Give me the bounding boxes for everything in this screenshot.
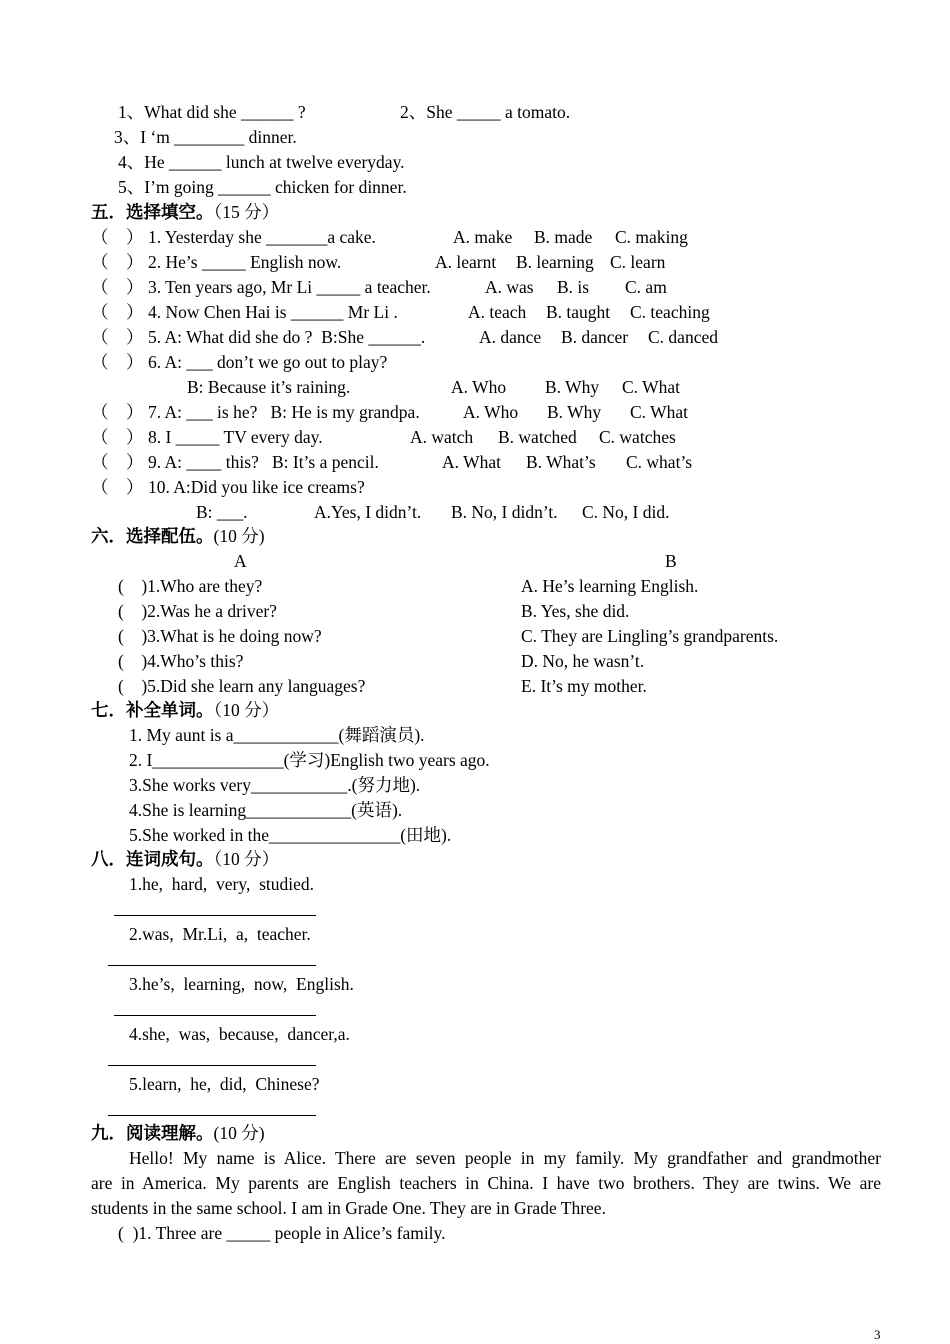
- s5-option-a: A. make: [453, 227, 513, 247]
- s5-option-b: B. watched: [498, 427, 577, 447]
- sentence-item: 2.was, Mr.Li, a, teacher.: [129, 924, 311, 944]
- sentence-item: 4.she, was, because, dancer,a.: [129, 1024, 350, 1044]
- s5-paren: （ ）: [91, 352, 144, 372]
- answer-line: [108, 1065, 316, 1066]
- word-fill-item: 2. I_______________(学习)English two years ago.: [129, 750, 490, 770]
- s5-option-c: C. learn: [610, 252, 666, 272]
- s5-question: 6. A: ___ don’t we go out to play?: [148, 352, 388, 372]
- section7-heading: [91, 699, 279, 721]
- s5-option-c: C. What: [630, 402, 689, 422]
- s5-option-b: B. No, I didn’t.: [451, 502, 558, 522]
- section7-title: 七．补全单词。: [91, 700, 214, 720]
- section6-score: (10 分): [213, 526, 265, 546]
- section9-score: (10 分): [213, 1123, 265, 1143]
- s5-option-c: C. making: [615, 227, 688, 247]
- s5-option-c: C. teaching: [630, 302, 710, 322]
- s5-option-b: B. Why: [547, 402, 602, 422]
- section8-score: （10 分）: [213, 849, 280, 869]
- match-question: ( )2.Was he a driver?: [118, 601, 277, 621]
- s5-option-c: C. danced: [648, 327, 718, 347]
- reading-question: ( )1. Three are _____ people in Alice’s family.: [118, 1223, 446, 1243]
- word-fill-item: 3.She works very___________.(努力地).: [129, 775, 421, 795]
- s5-option-c: C. am: [625, 277, 667, 297]
- s5-question: 5. A: What did she do ? B:She ______.: [148, 327, 426, 347]
- s5-option-b: B. learning: [516, 252, 594, 272]
- reading-passage-line2: are in America. My parents are English teachers in China. I have two brothers. They are twins. We are: [91, 1173, 881, 1193]
- match-answer: C. They are Lingling’s grandparents.: [521, 626, 779, 646]
- word-fill-item: 4.She is learning____________(英语).: [129, 800, 403, 820]
- s5-option-c: C. What: [622, 377, 681, 397]
- match-question: ( )3.What is he doing now?: [118, 626, 322, 646]
- s4-q4: 4、He ______ lunch at twelve everyday.: [118, 152, 405, 172]
- s5-paren: （ ）: [91, 252, 144, 272]
- s5-question: 8. I _____ TV every day.: [148, 427, 323, 447]
- match-answer: A. He’s learning English.: [521, 576, 699, 596]
- section9-heading: [91, 1122, 265, 1144]
- s5-question: 4. Now Chen Hai is ______ Mr Li .: [148, 302, 398, 322]
- answer-line: [114, 1015, 316, 1016]
- match-question: ( )1.Who are they?: [118, 576, 263, 596]
- match-question: ( )5.Did she learn any languages?: [118, 676, 366, 696]
- s5-option-c: C. watches: [599, 427, 676, 447]
- s5-question: 1. Yesterday she _______a cake.: [148, 227, 376, 247]
- answer-line: [114, 915, 316, 916]
- match-answer: E. It’s my mother.: [521, 676, 647, 696]
- s4-q2: 2、She _____ a tomato.: [400, 102, 571, 122]
- sentence-item: 3.he’s, learning, now, English.: [129, 974, 354, 994]
- s5-option-a: A. was: [485, 277, 534, 297]
- s5-question: 10. A:Did you like ice creams?: [148, 477, 365, 497]
- s5-question: 7. A: ___ is he? B: He is my grandpa.: [148, 402, 420, 422]
- section5-heading: [91, 201, 279, 223]
- column-a-header: A: [234, 551, 247, 571]
- s5-option-b: B. What’s: [526, 452, 596, 472]
- column-b-header: B: [665, 551, 677, 571]
- s5-paren: （ ）: [91, 227, 144, 247]
- s5-question: 2. He’s _____ English now.: [148, 252, 342, 272]
- s5-paren: （ ）: [91, 277, 144, 297]
- s5-option-a: A. watch: [410, 427, 474, 447]
- s5-option-b: B. is: [557, 277, 590, 297]
- section5-score: （15 分）: [213, 202, 280, 222]
- page-number: 3: [874, 1327, 881, 1342]
- s5-question: B: ___.: [196, 502, 248, 522]
- s5-option-a: A.Yes, I didn’t.: [314, 502, 422, 522]
- word-fill-item: 1. My aunt is a____________(舞蹈演员).: [129, 725, 425, 745]
- s5-question: B: Because it’s raining.: [187, 377, 351, 397]
- s4-q3: 3、I ‘m ________ dinner.: [114, 127, 297, 147]
- reading-passage-line3: students in the same school. I am in Grade One. They are in Grade Three.: [91, 1198, 606, 1218]
- section6-heading: [91, 525, 265, 547]
- sentence-item: 5.learn, he, did, Chinese?: [129, 1074, 320, 1094]
- answer-line: [108, 1115, 316, 1116]
- s5-paren: （ ）: [91, 477, 144, 497]
- section6-title: 六．选择配伍。: [91, 526, 214, 546]
- s5-option-a: A. dance: [479, 327, 542, 347]
- s5-paren: （ ）: [91, 327, 144, 347]
- s5-option-a: A. teach: [468, 302, 527, 322]
- s5-question: 3. Ten years ago, Mr Li _____ a teacher.: [148, 277, 431, 297]
- s5-option-b: B. Why: [545, 377, 600, 397]
- section8-heading: [91, 848, 279, 870]
- s4-q5: 5、I’m going ______ chicken for dinner.: [118, 177, 407, 197]
- s5-question: 9. A: ____ this? B: It’s a pencil.: [148, 452, 379, 472]
- section7-score: （10 分）: [213, 700, 280, 720]
- s5-option-b: B. dancer: [561, 327, 629, 347]
- match-question: ( )4.Who’s this?: [118, 651, 244, 671]
- section9-title: 九．阅读理解。: [91, 1123, 214, 1143]
- section8-title: 八．连词成句。: [91, 849, 214, 869]
- s5-option-c: C. No, I did.: [582, 502, 670, 522]
- section5-title: 五．选择填空。: [91, 202, 214, 222]
- s5-option-b: B. taught: [546, 302, 611, 322]
- s5-paren: （ ）: [91, 427, 144, 447]
- s5-option-b: B. made: [534, 227, 593, 247]
- s5-option-a: A. Who: [451, 377, 507, 397]
- sentence-item: 1.he, hard, very, studied.: [129, 874, 314, 894]
- match-answer: B. Yes, she did.: [521, 601, 630, 621]
- word-fill-item: 5.She worked in the_______________(田地).: [129, 825, 452, 845]
- match-answer: D. No, he wasn’t.: [521, 651, 645, 671]
- reading-passage-line1: Hello! My name is Alice. There are seven people in my family. My grandfather and grandmother: [129, 1148, 881, 1168]
- s4-q1: 1、What did she ______ ?: [118, 102, 306, 122]
- answer-line: [108, 965, 316, 966]
- s5-option-a: A. learnt: [435, 252, 497, 272]
- s5-option-c: C. what’s: [626, 452, 693, 472]
- s5-paren: （ ）: [91, 402, 144, 422]
- s5-option-a: A. What: [442, 452, 501, 472]
- s5-option-a: A. Who: [463, 402, 519, 422]
- s5-paren: （ ）: [91, 452, 144, 472]
- s5-paren: （ ）: [91, 302, 144, 322]
